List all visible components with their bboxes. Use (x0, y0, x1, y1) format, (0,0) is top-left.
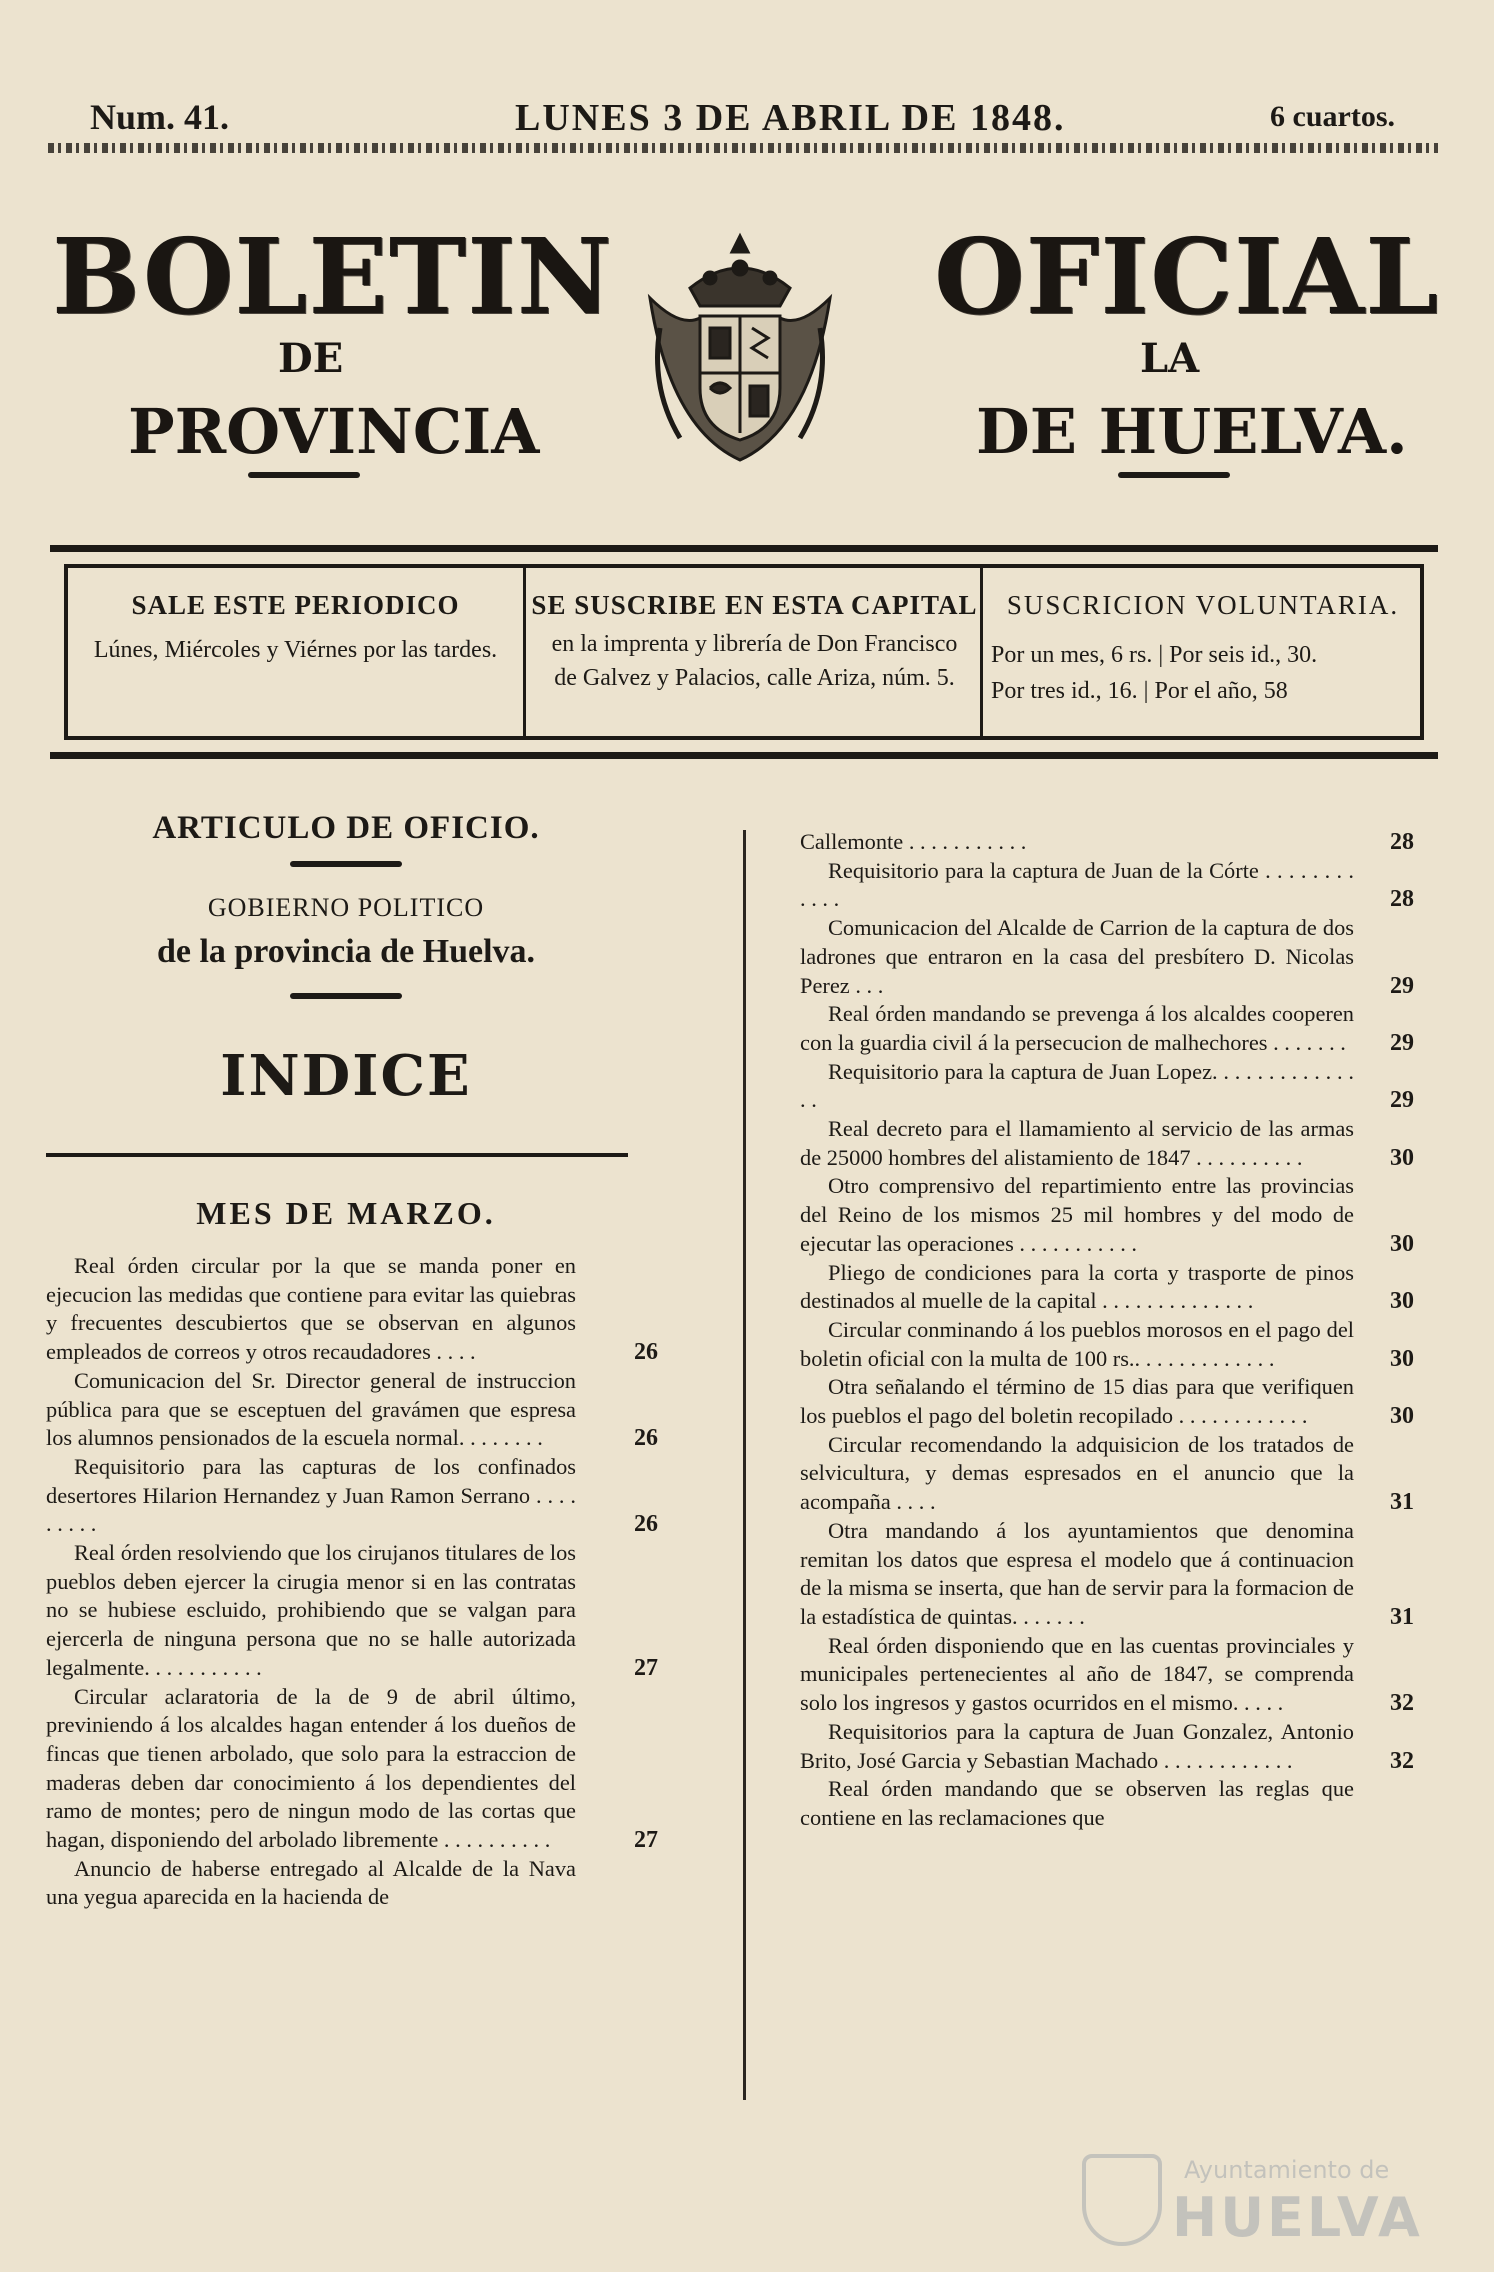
index-entry-page: 30 (1390, 1345, 1414, 1372)
info-col-schedule (68, 568, 523, 736)
index-entry (800, 1115, 1414, 1172)
index-entry (800, 1632, 1414, 1718)
masthead-topline (50, 96, 1440, 146)
masthead-rule-left (248, 472, 360, 478)
watermark-shield-icon (1082, 2154, 1162, 2246)
index-entry-text: Comunicacion del Sr. Director general de instruccion pública para que se esceptuen del gravámen que espresa los alumnos pensionados de la escuela normal. . . . . . . . (46, 1367, 576, 1451)
index-entry (800, 1058, 1414, 1115)
index-entry-text: Real órden mandando se prevenga á los alcaldes cooperen con la guardia civil á la persecucion de malhechores . . . . . . . (800, 1001, 1354, 1055)
index-entry-text: Real órden disponiendo que en las cuentas provinciales y municipales pertenecientes al año de 1847, se comprenda solo los ingresos y gastos ocurridos en el mismo. . . . . (800, 1632, 1354, 1716)
index-entry-text: Pliego de condiciones para la corta y trasporte de pinos destinados al muelle de la capital . . . . . . . . . . . . . . (800, 1259, 1354, 1314)
right-index-entries (800, 828, 1414, 1833)
index-entry (800, 1316, 1414, 1373)
index-entry (800, 1775, 1414, 1832)
rates-row-2: Por tres id., 16. | Por el año, 58 (991, 678, 1288, 704)
index-entry (46, 1855, 646, 1912)
index-entry-text: Anuncio de haberse entregado al Alcalde de la Nava una yegua aparecida en la hacienda de (46, 1855, 576, 1910)
index-entry-page: 26 (634, 1339, 658, 1366)
schedule-heading: SALE ESTE PERIODICO (131, 590, 460, 620)
index-entry (800, 1718, 1414, 1775)
left-column (46, 810, 658, 1912)
index-entry-text: Circular recomendando la adquisicion de los tratados de selvicultura, y demas espresados en el anuncio que la acompaña . . . . (800, 1431, 1354, 1515)
rates-heading: SUSCRICION VOLUNTARIA. (1006, 590, 1400, 620)
index-entry-page: 27 (634, 1827, 658, 1854)
subscribe-body: en la imprenta y librería de Don Francisco de Galvez y Palacios, calle Ariza, núm. 5. (551, 631, 958, 691)
index-entry (800, 1373, 1414, 1430)
subscribe-heading: SE SUSCRIBE EN ESTA CAPITAL (531, 590, 978, 620)
info-col-subscribe (523, 568, 983, 736)
masthead-word-right: OFICIAL (934, 215, 1440, 338)
index-entry-page: 30 (1390, 1144, 1414, 1171)
index-entry-page: 30 (1390, 1403, 1414, 1430)
index-entry-page: 28 (1390, 886, 1414, 913)
index-entry (46, 1453, 658, 1539)
index-entry-text: Requisitorio para la captura de Juan de la Córte . . . . . . . . . . . . (800, 857, 1354, 912)
index-entry (46, 1683, 658, 1855)
subscription-info-box (50, 545, 1438, 759)
schedule-body: Lúnes, Miércoles y Viérnes por las tardes. (93, 637, 498, 663)
masthead-provincia: PROVINCIA (128, 395, 540, 468)
right-column (800, 828, 1414, 1833)
index-entry (800, 857, 1414, 914)
province-heading: de la provincia de Huelva. (156, 933, 536, 970)
masthead-rule-right (1118, 472, 1230, 478)
index-entry-text: Real órden mandando que se observen las reglas que contiene en las reclamaciones que (800, 1776, 1354, 1830)
issue-date: LUNES 3 DE ABRIL DE 1848. (515, 97, 1066, 139)
index-entry-text: Otra mandando á los ayuntamientos que denomina remitan los datos que espresa el modelo que á continuacion de la misma se inserta, que han de servir para la formacion de la estadística de quintas. . . . . . . (800, 1517, 1354, 1629)
index-entry (800, 914, 1414, 1000)
index-rule (46, 1153, 628, 1157)
index-heading: INDICE (220, 1043, 472, 1109)
rate-three-months: Por tres id., 16. (991, 678, 1138, 704)
index-entry-text: Callemonte . . . . . . . . . . . (800, 829, 1027, 854)
index-entry-text: Otra señalando el término de 15 dias para que verifiquen los pueblos el pago del boletin recopilado . . . . . . . . . . . . (800, 1374, 1354, 1429)
index-entry-page: 30 (1390, 1288, 1414, 1315)
index-entry (800, 1000, 1414, 1057)
index-entry-page: 31 (1390, 1603, 1414, 1630)
index-entry (46, 1252, 658, 1367)
article-title: ARTICULO DE OFICIO. (152, 810, 540, 846)
index-entry-text: Requisitorio para las capturas de los confinados desertores Hilarion Hernandez y Juan Ramon Serrano . . . . . . . . . (46, 1453, 576, 1537)
issue-price: 6 cuartos. (1270, 100, 1395, 133)
index-entry-page: 29 (1390, 1087, 1414, 1114)
index-entry-page: 26 (634, 1511, 658, 1538)
index-entry-page: 29 (1390, 1029, 1414, 1056)
index-entry-text: Otro comprensivo del repartimiento entre las provincias del Reino de los mismos 25 mil hombres y del modo de ejecutar las operaciones . . . . . . . . . . . (800, 1173, 1354, 1256)
index-entry-text: Comunicacion del Alcalde de Carrion de la captura de dos ladrones que entraron en la casa del presbítero D. Nicolas Perez . . . (800, 915, 1354, 998)
index-entry-text: Circular aclaratoria de la de 9 de abril último, previniendo á los alcaldes hagan entender á los dueños de fincas que tienen arbolado, que solo para la estraccion de maderas deben dar conocimiento á los dependientes del ramo de montes; pero de ningun modo de las cortas que hagan, disponiendo del arbolado libremente . . . . . . . . . . (46, 1683, 576, 1853)
index-entry-page: 32 (1390, 1747, 1414, 1774)
rate-one-month: Por un mes, 6 rs. (991, 642, 1153, 668)
province-rule (290, 993, 402, 999)
index-entry-text: Real órden circular por la que se manda poner en ejecucion las medidas que contiene para evitar las quiebras y frecuentes descubiertos que se observan en algunos empleados de correos y otros recaudadores . . . . (46, 1253, 576, 1365)
watermark-top-text: Ayuntamiento de (1184, 2156, 1390, 2184)
index-entry-text: Requisitorio para la captura de Juan Lopez. . . . . . . . . . . . . . . (800, 1058, 1354, 1113)
index-entry (800, 1172, 1414, 1258)
masthead-word-left: BOLETIN (52, 215, 613, 338)
watermark-bottom-text: HUELVA (1172, 2186, 1423, 2249)
index-entry-text: Circular conminando á los pueblos morosos en el pago del boletin oficial con la multa de 100 rs.. . . . . . . . . . . . . (800, 1316, 1354, 1371)
rate-six-months: Por seis id., 30. (1169, 642, 1318, 668)
index-entry-page: 29 (1390, 972, 1414, 999)
index-entry-page: 30 (1390, 1230, 1414, 1257)
info-col-rates (980, 568, 1423, 736)
ornamental-border (48, 143, 1438, 153)
masthead-la: LA (1140, 335, 1200, 382)
title-rule (290, 861, 402, 867)
index-entry-page: 28 (1390, 829, 1414, 855)
gobierno-heading: GOBIERNO POLITICO (207, 893, 485, 922)
index-entry (800, 1517, 1414, 1632)
index-entry (800, 1259, 1414, 1316)
left-index-entries (46, 1252, 658, 1912)
index-entry-page: 31 (1390, 1489, 1414, 1516)
archive-watermark (1054, 2150, 1434, 2250)
index-entry (800, 828, 1414, 857)
index-entry-page: 27 (634, 1654, 658, 1681)
index-entry (46, 1539, 658, 1683)
index-entry-text: Requisitorios para la captura de Juan Gonzalez, Antonio Brito, José Garcia y Sebastian Machado . . . . . . . . . . . . (800, 1718, 1354, 1773)
masthead-de: DE (278, 335, 344, 382)
index-entry-page: 32 (1390, 1690, 1414, 1717)
index-entry-text: Real órden resolviendo que los cirujanos titulares de los pueblos deben ejercer la cirugia menor si en las contratas no se hubiese escluido, prohibiendo que se valgan para ejercerla de ninguna persona que no se halle autorizada legalmente. . . . . . . . . . . (46, 1540, 576, 1680)
index-entry-text: Real decreto para el llamamiento al servicio de las armas de 25000 hombres del alistamiento de 1847 . . . . . . . . . . (800, 1116, 1354, 1170)
coat-of-arms-icon (630, 228, 850, 468)
rate-one-year: Por el año, 58 (1154, 678, 1288, 704)
index-entry-page: 26 (634, 1425, 658, 1452)
rates-row-1: Por un mes, 6 rs. | Por seis id., 30. (991, 642, 1318, 668)
index-entry (800, 1431, 1414, 1517)
masthead-de-huelva: DE HUELVA. (976, 395, 1408, 468)
index-entry (46, 1367, 658, 1453)
month-heading: MES DE MARZO. (196, 1195, 496, 1231)
issue-number: Num. 41. (90, 97, 230, 137)
column-divider (743, 830, 746, 2100)
